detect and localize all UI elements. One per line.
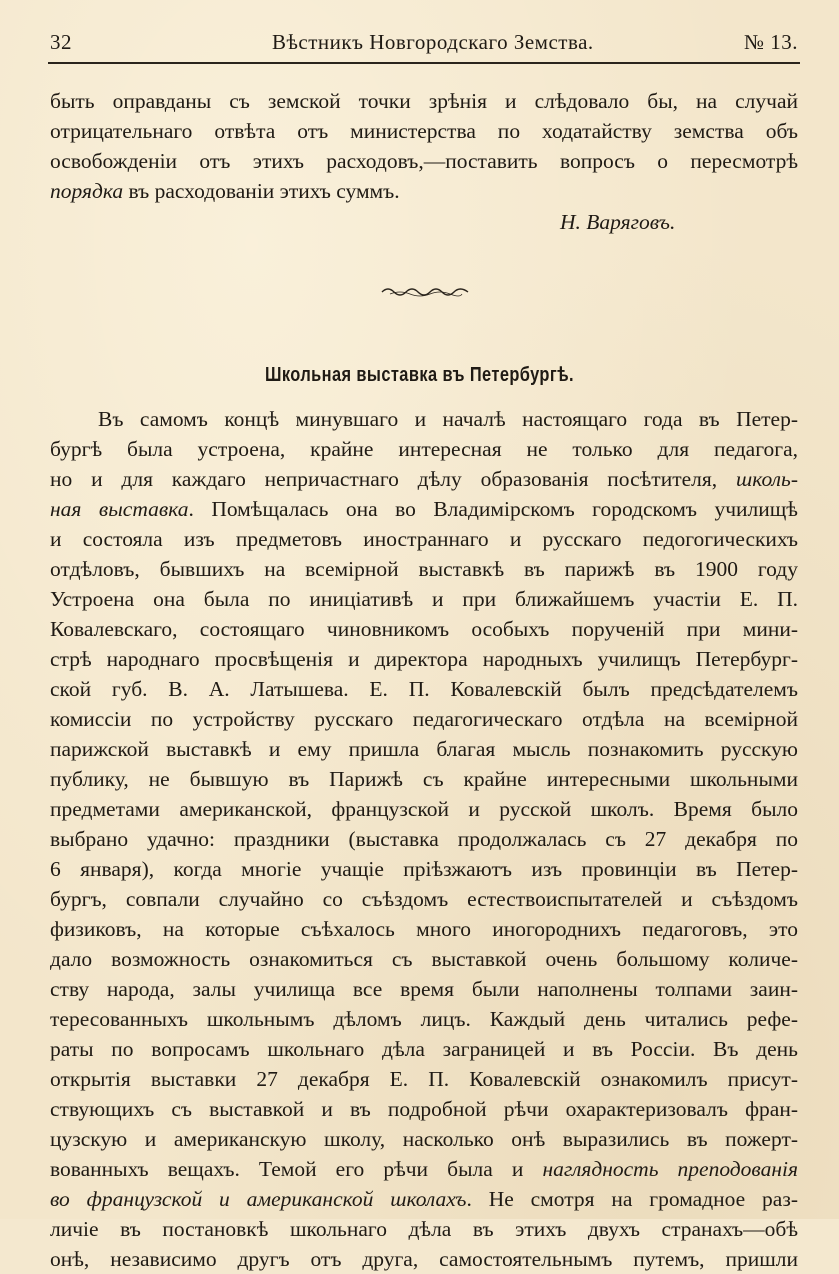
body-line: 6 января), когда многіе учащіе пріѣзжаютъ изъ провинціи въ Петер- [50, 857, 798, 881]
body-line: цузскую и американскую школу, насколько онѣ выразились въ пожерт- [50, 1127, 798, 1151]
intro-line-1: быть оправданы съ земской точки зрѣнія и слѣдовало бы, на случай [50, 89, 798, 113]
article-body [50, 404, 798, 1274]
page-number: 32 [50, 30, 72, 54]
body-line: публику, не бывшую въ Парижѣ съ крайне интересными школьными [50, 767, 798, 791]
body-line-italic: наглядность преподованія [542, 1157, 798, 1181]
body-line: парижской выставкѣ и ему пришла благая мысль познакомить русскую [50, 737, 798, 761]
intro-line-2: отрицательнаго отвѣта отъ министерства по ходатайству земства объ [50, 119, 798, 143]
intro-line-4 [50, 176, 798, 206]
body-line: Ковалевскаго, состоящаго чиновникомъ особыхъ порученій при мини- [50, 617, 798, 641]
header-rule [48, 62, 800, 64]
body-line: стрѣ народнаго просвѣщенія и директора народныхъ училищъ Петербург- [50, 647, 798, 671]
body-line: ской губ. В. А. Латышева. Е. П. Ковалевскій былъ предсѣдателемъ [50, 677, 798, 701]
body-line: личіе въ постановкѣ школьнаго дѣла въ этихъ двухъ странахъ—обѣ [50, 1217, 798, 1241]
body-line-part: . Помѣщалась она во Владимірскомъ городскомъ училищѣ [188, 497, 798, 521]
intro-italic-word: порядка [50, 179, 124, 203]
body-line [50, 494, 798, 524]
body-line-italic: во французской и американской школахъ [50, 1187, 467, 1211]
body-line: комиссіи по устройству русскаго педагогическаго отдѣла на всемірной [50, 707, 798, 731]
body-line [50, 1184, 798, 1214]
body-line-part: но и для каждаго непричастнаго дѣлу образованія посѣтителя, [50, 467, 736, 491]
running-title: Вѣстникъ Новгородскаго Земства. [272, 30, 594, 54]
body-line: ствующихъ съ выставкой и въ подробной рѣчи охарактеризовалъ фран- [50, 1097, 798, 1121]
page-header [50, 30, 798, 64]
body-line: дало возможность ознакомиться съ выставкой очень большому количе- [50, 947, 798, 971]
body-line-italic: школь- [735, 467, 798, 491]
body-line: открытія выставки 27 декабря Е. П. Ковалевскій ознакомилъ присут- [50, 1067, 798, 1091]
body-line-part: . Не смотря на громадное раз- [466, 1187, 798, 1211]
body-line: бургъ, совпали случайно со съѣздомъ естествоиспытателей и съѣздомъ [50, 887, 798, 911]
author-signature: Н. Варяговъ. [560, 210, 676, 234]
body-line: онѣ, независимо другъ отъ друга, самостоятельнымъ путемъ, пришли [50, 1247, 798, 1271]
body-line [50, 464, 798, 494]
body-line-part: вованныхъ вещахъ. Темой его рѣчи была и [50, 1157, 543, 1181]
body-line: предметами американской, французской и русской школъ. Время было [50, 797, 798, 821]
body-line: выбрано удачно: праздники (выставка продолжалась съ 27 декабря по [50, 827, 798, 851]
body-line: бургѣ была устроена, крайне интересная не только для педагога, [50, 437, 798, 461]
intro-paragraph [50, 86, 798, 206]
body-line: Устроена она была по иниціативѣ и при ближайшемъ участіи Е. П. [50, 587, 798, 611]
intro-line-4-rest: въ расходованіи этихъ суммъ. [123, 179, 400, 203]
divider-ornament-icon [380, 284, 470, 298]
body-line-italic: ная выставка [50, 497, 189, 521]
body-line: раты по вопросамъ школьнаго дѣла заграницей и въ Россіи. Въ день [50, 1037, 798, 1061]
body-line: отдѣловъ, бывшихъ на всемірной выставкѣ въ парижѣ въ 1900 году [50, 557, 798, 581]
body-line: и состояла изъ предметовъ иностраннаго и русскаго педогогическихъ [50, 527, 798, 551]
body-line: тересованныхъ школьнымъ дѣломъ лицъ. Каждый день читались рефе- [50, 1007, 798, 1031]
body-line: ству народа, залы училища все время были наполнены толпами заин- [50, 977, 798, 1001]
article-title: Школьная выставка въ Петербургѣ. [265, 364, 574, 386]
body-line: физиковъ, на которые съѣхалось много иногороднихъ педагоговъ, это [50, 917, 798, 941]
intro-line-3: освобожденіи отъ этихъ расходовъ,—поставить вопросъ о пересмотрѣ [50, 149, 798, 173]
body-line: Въ самомъ концѣ минувшаго и началѣ настоящаго года въ Петер- [98, 407, 798, 431]
issue-number: № 13. [743, 30, 798, 54]
body-line [50, 1154, 798, 1184]
